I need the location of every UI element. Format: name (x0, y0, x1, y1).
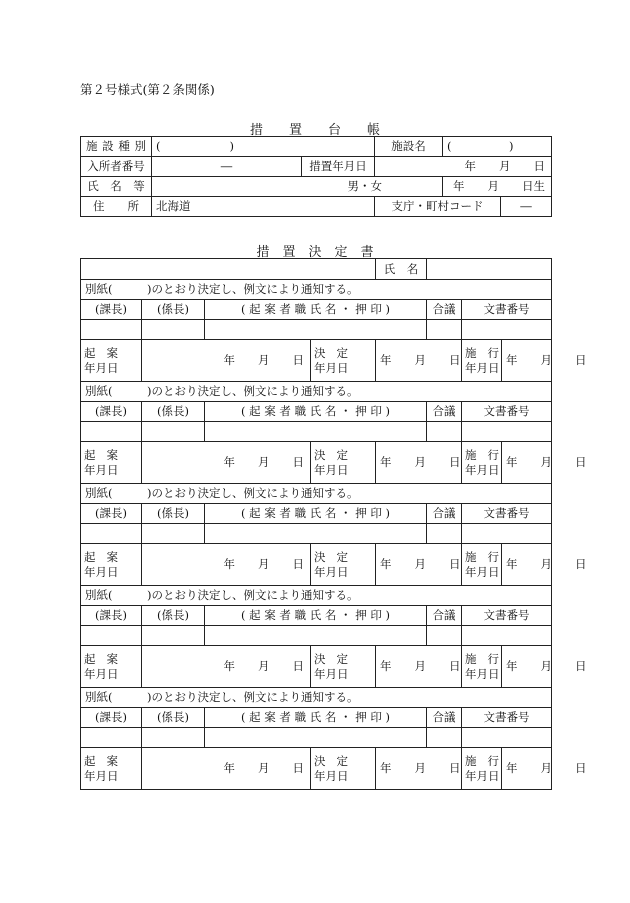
draft-date-label: 起 案 年月日 (81, 442, 142, 484)
subchief-label: (係長) (142, 300, 205, 320)
drafter-seal-cell[interactable] (205, 320, 427, 340)
chief-label: (課長) (81, 708, 142, 728)
document-number-label: 文書番号 (462, 708, 552, 728)
notice-line: 別紙( )のとおり決定し、例文により通知する。 (81, 586, 552, 606)
facility-type-value[interactable]: ( ) (152, 137, 375, 157)
municipality-code-value[interactable]: ― (501, 197, 552, 217)
chief-seal-cell[interactable] (81, 728, 142, 748)
council-label: 合議 (427, 300, 462, 320)
document-number-cell[interactable] (462, 320, 552, 340)
document-number-cell[interactable] (462, 626, 552, 646)
decision-title: 措 置 決 定 書 (256, 245, 374, 260)
subchief-seal-cell[interactable] (142, 626, 205, 646)
council-label: 合議 (427, 606, 462, 626)
notice-line: 別紙( )のとおり決定し、例文により通知する。 (81, 280, 552, 300)
draft-date-label: 起 案 年月日 (81, 646, 142, 688)
notice-line: 別紙( )のとおり決定し、例文により通知する。 (81, 484, 552, 504)
facility-name-label: 施設名 (375, 137, 443, 157)
draft-date-label: 起 案 年月日 (81, 340, 142, 382)
register-table (80, 136, 552, 217)
measure-date-label: 措置年月日 (302, 157, 375, 177)
council-cell[interactable] (427, 524, 462, 544)
enforcement-date-label: 施 行 年月日 (462, 646, 502, 688)
facility-name-value[interactable]: ( ) (443, 137, 552, 157)
chief-seal-cell[interactable] (81, 422, 142, 442)
subchief-seal-cell[interactable] (142, 320, 205, 340)
enforcement-date-value[interactable]: 年 月 日 (502, 442, 552, 484)
council-label: 合議 (427, 402, 462, 422)
enforcement-date-value[interactable]: 年 月 日 (502, 646, 552, 688)
decision-table (80, 258, 587, 790)
drafter-label: ( 起 案 者 職 氏 名 ・ 押 印 ) (205, 300, 427, 320)
subchief-label: (係長) (142, 708, 205, 728)
enforcement-date-label: 施 行 年月日 (462, 442, 502, 484)
address-value[interactable]: 北海道 (152, 197, 375, 217)
drafter-label: ( 起 案 者 職 氏 名 ・ 押 印 ) (205, 708, 427, 728)
birth-date-value[interactable]: 年 月 日生 (443, 177, 552, 197)
chief-label: (課長) (81, 300, 142, 320)
address-label: 住 所 (81, 197, 152, 217)
council-cell[interactable] (427, 626, 462, 646)
council-cell[interactable] (427, 320, 462, 340)
draft-date-value[interactable]: 年 月 日 (142, 748, 311, 790)
enforcement-date-value[interactable]: 年 月 日 (502, 340, 552, 382)
notice-line: 別紙( )のとおり決定し、例文により通知する。 (81, 688, 552, 708)
document-number-label: 文書番号 (462, 606, 552, 626)
measure-date-value[interactable]: 年 月 日 (375, 157, 552, 177)
draft-date-value[interactable]: 年 月 日 (142, 340, 311, 382)
decision-name-label: 氏 名 (376, 259, 427, 280)
subchief-seal-cell[interactable] (142, 524, 205, 544)
decision-date-value[interactable]: 年 月 日 (376, 646, 462, 688)
decision-date-value[interactable]: 年 月 日 (376, 340, 462, 382)
decision-date-value[interactable]: 年 月 日 (376, 442, 462, 484)
drafter-seal-cell[interactable] (205, 422, 427, 442)
chief-seal-cell[interactable] (81, 524, 142, 544)
decision-date-label: 決 定 年月日 (311, 748, 376, 790)
notice-line: 別紙( )のとおり決定し、例文により通知する。 (81, 382, 552, 402)
form-number: 第２号様式(第２条関係) (80, 82, 215, 97)
decision-date-label: 決 定 年月日 (311, 646, 376, 688)
draft-date-value[interactable]: 年 月 日 (142, 544, 311, 586)
name-label: 氏 名 等 (81, 177, 152, 197)
document-number-cell[interactable] (462, 728, 552, 748)
decision-blank (81, 259, 376, 280)
decision-date-value[interactable]: 年 月 日 (376, 748, 462, 790)
decision-name-value[interactable] (427, 259, 552, 280)
municipality-code-label: 支庁・町村コード (375, 197, 501, 217)
council-cell[interactable] (427, 422, 462, 442)
register-title: 措 置 台 帳 (249, 123, 380, 138)
enforcement-date-value[interactable]: 年 月 日 (502, 748, 552, 790)
draft-date-label: 起 案 年月日 (81, 748, 142, 790)
document-number-cell[interactable] (462, 524, 552, 544)
drafter-seal-cell[interactable] (205, 728, 427, 748)
draft-date-value[interactable]: 年 月 日 (142, 442, 311, 484)
enforcement-date-label: 施 行 年月日 (462, 544, 502, 586)
decision-date-value[interactable]: 年 月 日 (376, 544, 462, 586)
subchief-label: (係長) (142, 504, 205, 524)
chief-label: (課長) (81, 504, 142, 524)
chief-label: (課長) (81, 402, 142, 422)
enforcement-date-label: 施 行 年月日 (462, 340, 502, 382)
facility-type-label: 施設種別 (81, 137, 152, 157)
subchief-label: (係長) (142, 402, 205, 422)
council-cell[interactable] (427, 728, 462, 748)
document-number-label: 文書番号 (462, 402, 552, 422)
drafter-label: ( 起 案 者 職 氏 名 ・ 押 印 ) (205, 504, 427, 524)
chief-seal-cell[interactable] (81, 320, 142, 340)
resident-number-value[interactable]: ― (152, 157, 302, 177)
drafter-seal-cell[interactable] (205, 524, 427, 544)
draft-date-label: 起 案 年月日 (81, 544, 142, 586)
drafter-label: ( 起 案 者 職 氏 名 ・ 押 印 ) (205, 402, 427, 422)
drafter-seal-cell[interactable] (205, 626, 427, 646)
drafter-label: ( 起 案 者 職 氏 名 ・ 押 印 ) (205, 606, 427, 626)
council-label: 合議 (427, 708, 462, 728)
chief-seal-cell[interactable] (81, 626, 142, 646)
document-number-label: 文書番号 (462, 504, 552, 524)
subchief-label: (係長) (142, 606, 205, 626)
subchief-seal-cell[interactable] (142, 422, 205, 442)
document-number-label: 文書番号 (462, 300, 552, 320)
decision-date-label: 決 定 年月日 (311, 340, 376, 382)
decision-date-label: 決 定 年月日 (311, 544, 376, 586)
enforcement-date-value[interactable]: 年 月 日 (502, 544, 552, 586)
chief-label: (課長) (81, 606, 142, 626)
sex-value[interactable]: 男・女 (152, 177, 443, 197)
resident-number-label: 入所者番号 (81, 157, 152, 177)
draft-date-value[interactable]: 年 月 日 (142, 646, 311, 688)
decision-date-label: 決 定 年月日 (311, 442, 376, 484)
subchief-seal-cell[interactable] (142, 728, 205, 748)
council-label: 合議 (427, 504, 462, 524)
enforcement-date-label: 施 行 年月日 (462, 748, 502, 790)
document-number-cell[interactable] (462, 422, 552, 442)
